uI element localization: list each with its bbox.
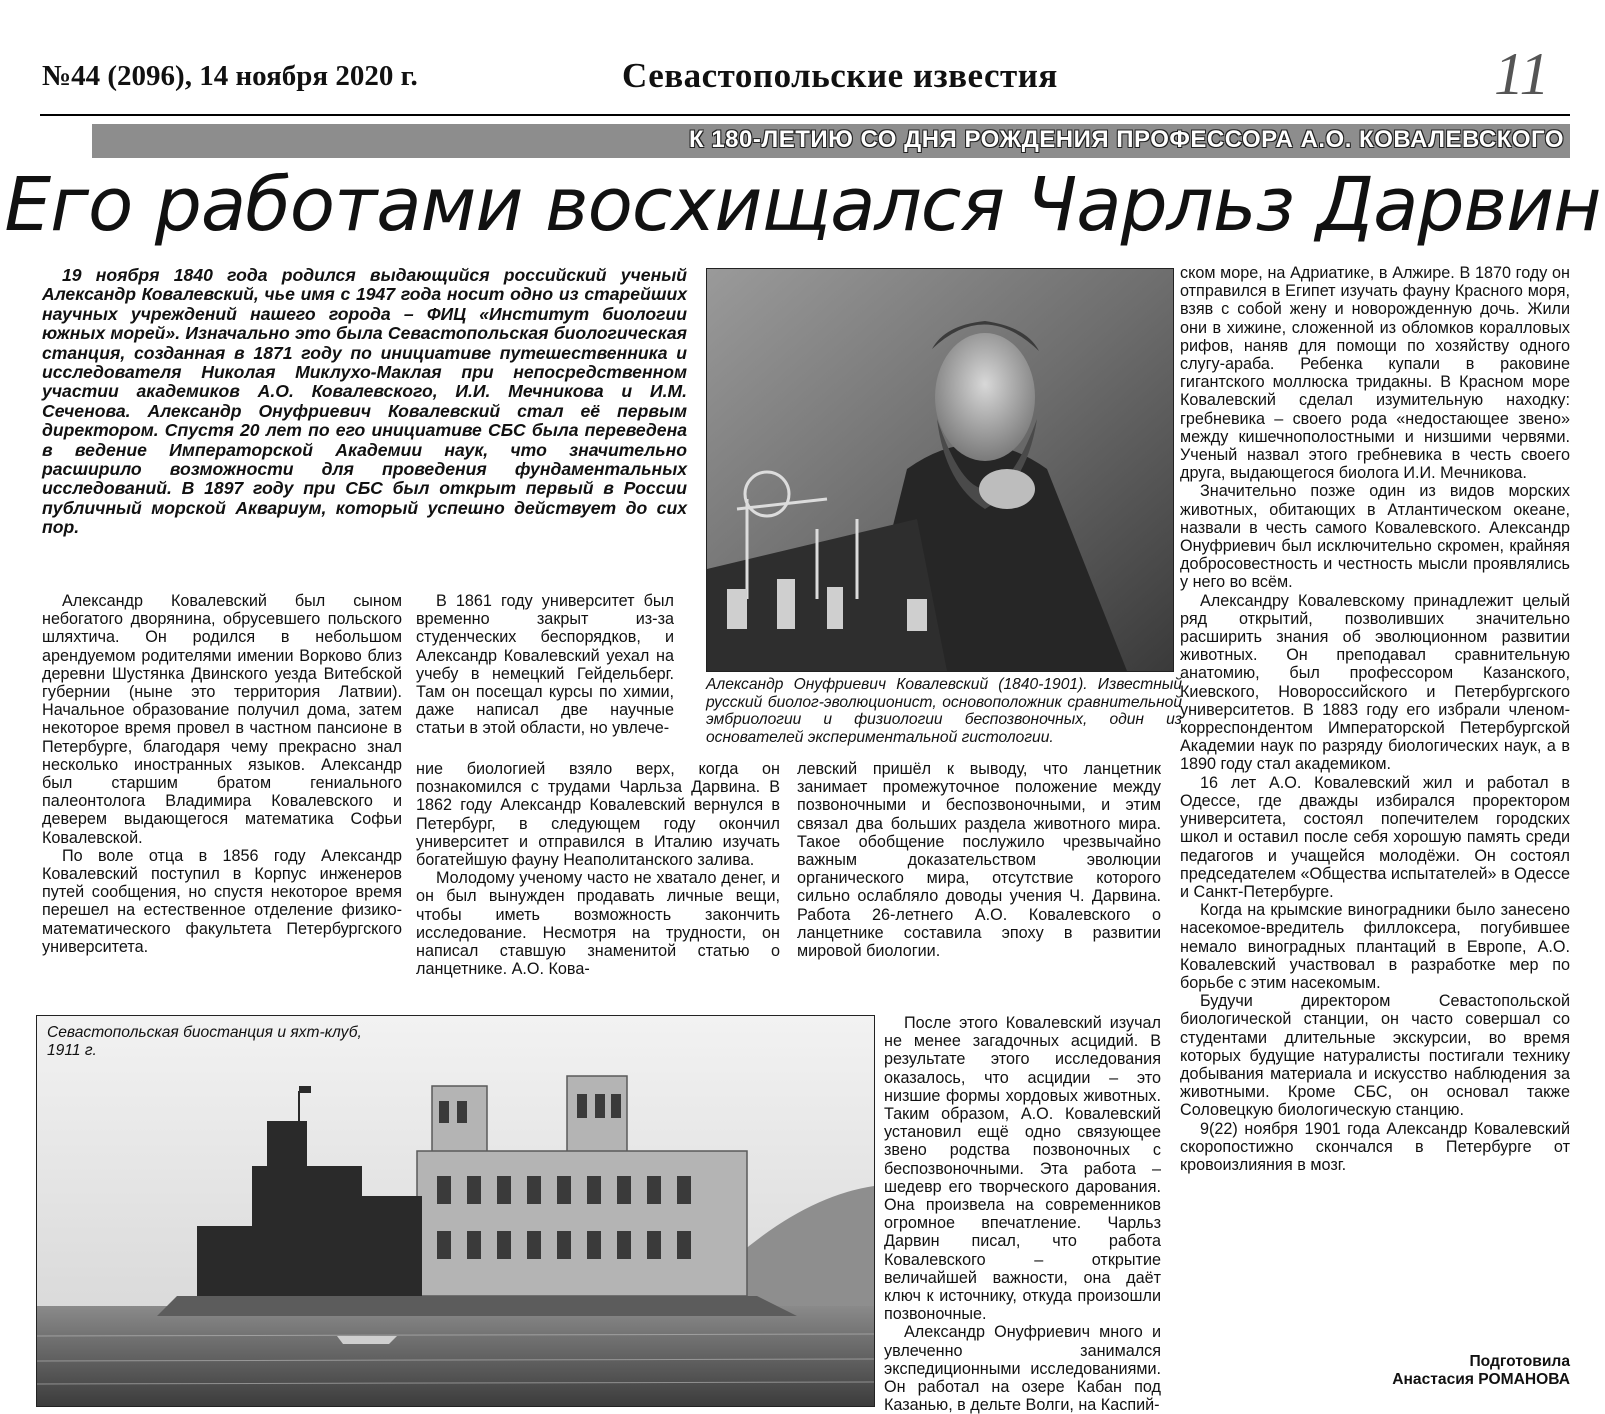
column-3-top [797,760,1161,960]
lead-paragraph [42,266,687,538]
column-2-paragraph: Молодому ученому часто не хватало денег, и он был вынужден продавать личные вещи, чтобы иметь возможность закончить исследование. Несмотря на трудности, он написал ставшую знаменитой статью о ланцетнике. А.О. Кова- [416,869,780,979]
column-4 [1180,264,1570,1174]
column-1-paragraph: По воле отца в 1856 году Александр Ковалевский поступил в Корпус инженеров путей сообщения, но спустя некоторое время перешел на естественное отделение физико-математического факультета Петербургского университета. [42,846,402,956]
column-2-paragraph: ние биологией взяло верх, когда он познакомился с трудами Чарльза Дарвина. В 1862 году Александр Ковалевский вернулся в Петербург, в следующем году окончил университет и отправился в Италию изучать богатейшую фауну Неаполитанского залива. [416,760,780,870]
newspaper-name: Севастопольские известия [622,56,1058,95]
issue-info: №44 (2096), 14 ноября 2020 г. [42,60,418,92]
column-2-top [416,592,674,738]
column-3-paragraph: После этого Ковалевский изучал не менее загадочных асцидий. В результате этого исследования оказалось, что асцидии – это низшие формы хордовых животных. Таким образом, А.О. Ковалевский установил ещё одно связующее звено родства позвоночных с беспозвоночными. Эта работа – шедевр его творческого дарования. Она произвела на современников огромное впечатление. Чарльз Дарвин писал, что работа Ковалевского – открытие величайшей важности, она даёт ключ к источнику, откуда произошли позвоночные. [884,1014,1161,1324]
column-2 [416,760,780,978]
section-banner [92,124,1570,158]
column-3 [884,1014,1161,1414]
column-3-paragraph: Александр Онуфриевич много и увлеченно занимался экспедиционными исследованиями. Он работал на озере Кабан под Казанью, в дельте Волги, на Каспий- [884,1323,1161,1414]
column-4-paragraph: Значительно позже один из видов морских животных, обитающих в Атлантическом океане, назвали в честь самого Ковалевского. Александр Онуфриевич был исключительно скромен, крайняя добросовестность и честность мысли проявлялись у него во всём. [1180,482,1570,592]
column-4-paragraph: Когда на крымские виноградники было занесено насекомое-вредитель филлоксера, погубившее немало виноградных плантаций в Европе, А.О. Ковалевский участвовал в разработке мер по борьбе с этим насекомым. [1180,901,1570,992]
headline: Его работами восхищался Чарльз Дарвин [4,162,1601,248]
station-photo [36,1015,875,1407]
lead-text: 19 ноября 1840 года родился выдающийся российский ученый Александр Ковалевский, чье имя с 1947 года носит одно из старейших научных учреждений нашего города – ФИЦ «Институт биологии южных морей». Изначально это была Севастопольская биологическая станция, созданная в 1871 году по инициативе путешественника и исследователя Николая Миклухо-Маклая при непосредственном участии академиков А.О. Ковалевского, И.И. Мечникова и И.М. Сеченова. Александр Онуфриевич Ковалевский стал её первым директором. Спустя 20 лет по его инициативе СБС была переведена в ведение Императорской Академии наук, что значительно расширило возможности для проведения фундаментальных исследований. В 1897 году при СБС был открыт первый в России публичный морской Аквариум, который успешно действует до сих пор. [42,265,687,538]
header-rule [40,114,1570,116]
portrait-photo [706,268,1174,672]
column-4-paragraph: 16 лет А.О. Ковалевский жил и работал в Одессе, где дважды избирался проректором университета, состоял попечителем городских школ и оставил после себя хорошую память среди педагогов и учащейся молодёжи. Он состоял председателем «Общества испытателей» в Одессе и Санкт-Петербурге. [1180,773,1570,901]
column-2-paragraph: В 1861 году университет был временно закрыт из-за студенческих беспорядков, и Александр Ковалевский уехал на учебу в немецкий Гейдельберг. Там он посещал курсы по химии, даже написал две научные статьи в этой области, но увлече- [416,592,674,738]
column-4-paragraph: Будучи директором Севастопольской биологической станции, он часто совершал со студентами длительные экскурсии, во время которых будущие натуралисты постигали технику добывания материала и искусство наблюдения за животными. Кроме СБС, он основал также Соловецкую биологическую станцию. [1180,992,1570,1120]
author-signature [1190,1353,1570,1389]
signature-prepared-by: Подготовила [1469,1353,1570,1370]
column-4-paragraph: 9(22) ноября 1901 года Александр Ковалевский скоропостижно скончался в Петербурге от кровоизлияния в мозг. [1180,1119,1570,1174]
portrait-image [707,269,1173,671]
column-3-paragraph: левский пришёл к выводу, что ланцетник занимает промежуточное положение между позвоночными и беспозвоночными, и этим связал два больших раздела животного мира. Такое обобщение послужило чрезвычайно важным доказательством эволюции органического мира, отсутствие которого сильно ослабляло доводы учения Ч. Дарвина. Работа 26-летнего А.О. Ковалевского о ланцетнике составила эпоху в развитии мировой биологии. [797,760,1161,961]
section-banner-text: К 180-ЛЕТИЮ СО ДНЯ РОЖДЕНИЯ ПРОФЕССОРА А.О. КОВАЛЕВСКОГО [689,126,1564,153]
column-1-paragraph: Александр Ковалевский был сыном небогатого дворянина, обрусевшего польского шляхтича. Он родился в небольшом арендуемом родителями имении Ворково близ деревни Шустянка Двинского уезда Витебской губернии (ныне это территория Латвии). Начальное образование получил дома, затем некоторое время провел в частном пансионе в Петербурге, благодаря чему прекрасно знал несколько иностранных языков. Александр был старшим братом гениального палеонтолога Владимира Ковалевского и деверем выдающегося математика Софьи Ковалевской. [42,592,402,847]
page-number: 11 [1494,41,1550,107]
signature-author-name: Анастасия РОМАНОВА [1392,1371,1570,1388]
column-4-paragraph: ском море, на Адриатике, в Алжире. В 1870 году он отправился в Египет изучать фауну Красного моря, взяв с собой жену и новорожденную дочь. Жили они в хижине, сложенной из обломков коралловых рифов, наняв для помощи по хозяйству одного слугу-араба. Ребенка купали в раковине гигантского моллюска тридакны. В Красном море Ковалевский сделал изумительную находку: гребневика – своего рода «недостающее звено» между кишечнополостными и низшими червями. Ученый назвал этого гребневика в честь своего друга, выдающегося биолога И.И. Мечникова. [1180,264,1570,483]
column-1 [42,592,402,956]
column-4-paragraph: Александру Ковалевскому принадлежит целый ряд открытий, позволивших значительно расширить знания об эволюционном развитии животных. Он преподавал сравнительную анатомию, был профессором Казанского, Киевского, Новороссийского и Петербургского университетов. В 1883 году его избрали членом-корреспондентом Императорской Петербургской Академии наук по разряду биологических наук, а в 1890 году стал академиком. [1180,591,1570,774]
station-image [37,1016,874,1406]
station-caption: Севастопольская биостанция и яхт-клуб, 1911 г. [47,1024,362,1059]
portrait-caption: Александр Онуфриевич Ковалевский (1840-1901). Известный русский биолог-эволюционист, основоположник сравнительной эмбриологии и физиологии беспозвоночных, один из основателей экспериментальной гистологии. [706,676,1182,746]
